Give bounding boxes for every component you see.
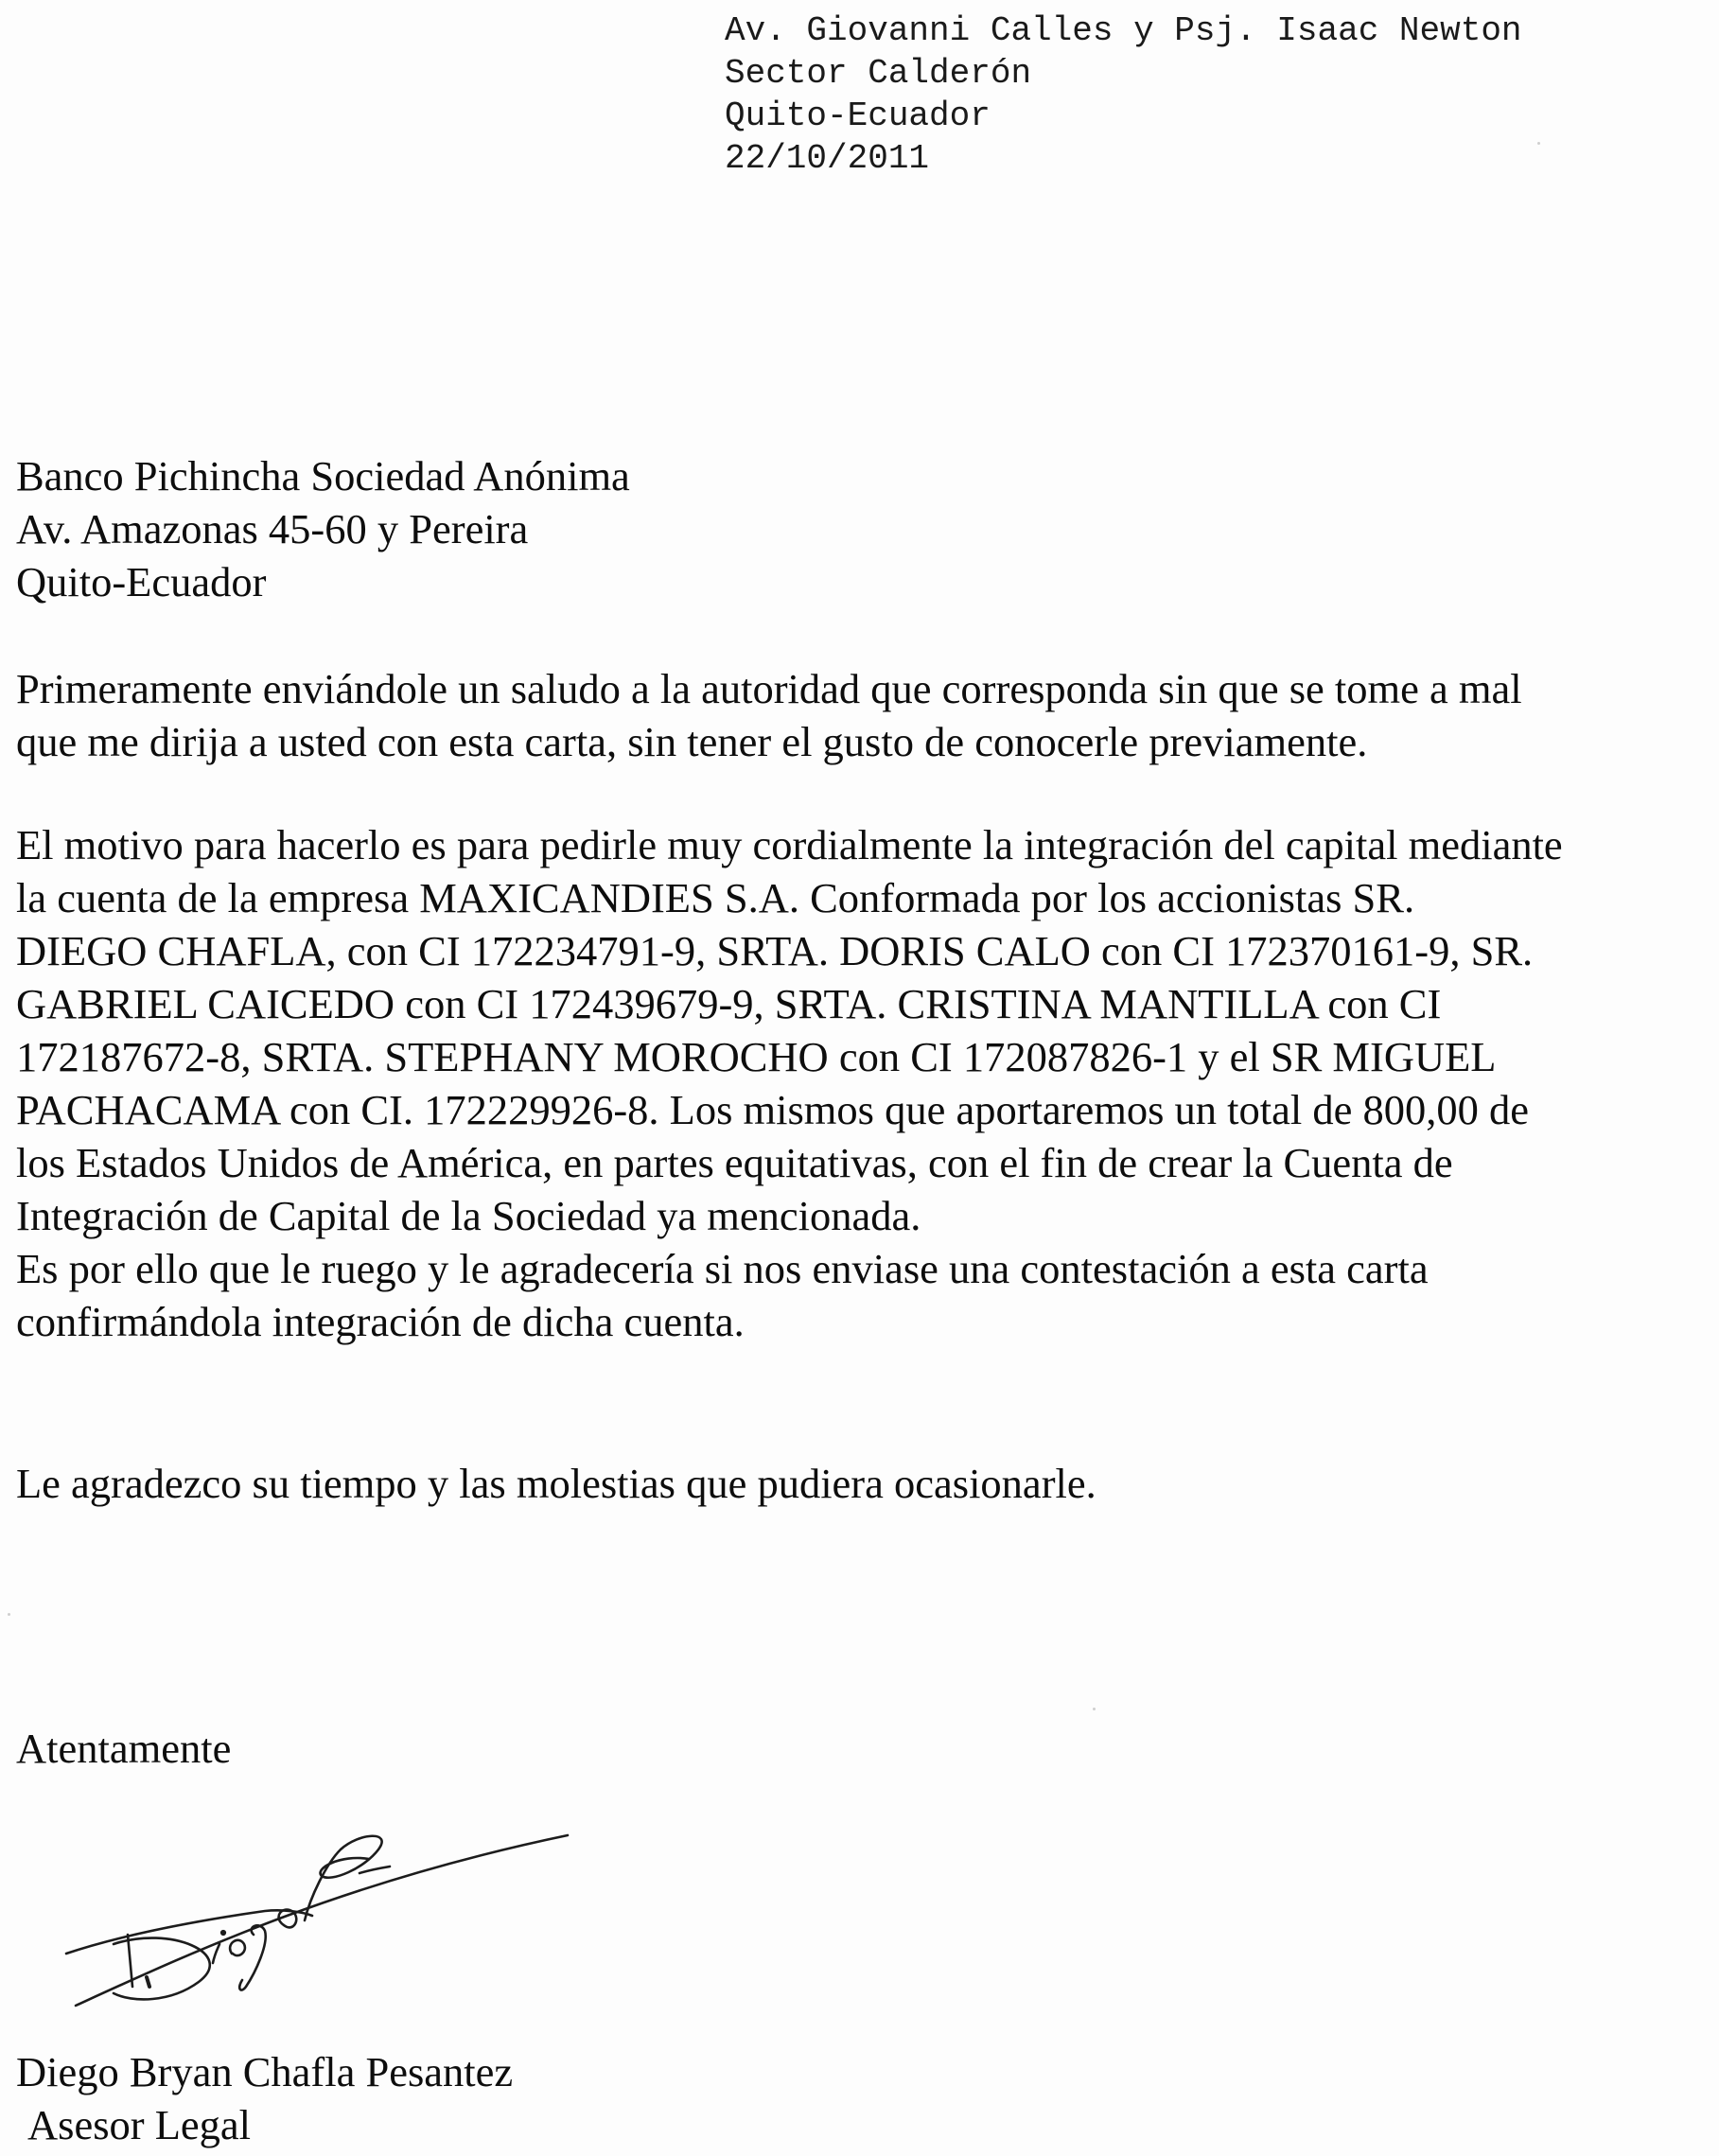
recipient-street: Av. Amazonas 45-60 y Pereira (16, 505, 529, 552)
handwritten-signature (57, 1793, 587, 2039)
sender-address-line1: Av. Giovanni Calles y Psj. Isaac Newton (725, 11, 1522, 50)
paragraph-line: la cuenta de la empresa MAXICANDIES S.A. Conformada por los accionistas SR. (16, 874, 1415, 921)
paragraph-line: El motivo para hacerlo es para pedirle muy cordialmente la integración del capital mediante (16, 821, 1563, 868)
scan-speck (8, 1613, 10, 1616)
sender-city: Quito-Ecuador (725, 96, 991, 135)
scan-speck (1093, 1708, 1096, 1710)
signer-block (16, 2045, 513, 2151)
paragraph-line: DIEGO CHAFLA, con CI 172234791-9, SRTA. DORIS CALO con CI 172370161-9, SR. (16, 927, 1534, 974)
recipient-address (16, 449, 1710, 608)
sign-off (16, 1722, 1710, 1775)
paragraph-line: los Estados Unidos de América, en partes equitativas, con el fin de crear la Cuenta de (16, 1139, 1453, 1186)
paragraph-line: 172187672-8, SRTA. STEPHANY MOROCHO con CI 172087826-1 y el SR MIGUEL (16, 1033, 1497, 1080)
paragraph-line: confirmándola integración de dicha cuenta. (16, 1298, 745, 1345)
recipient-city: Quito-Ecuador (16, 558, 267, 605)
recipient-name: Banco Pichincha Sociedad Anónima (16, 452, 630, 500)
signer-title: Asesor Legal (27, 2101, 252, 2148)
paragraph-line: Integración de Capital de la Sociedad ya mencionada. (16, 1192, 921, 1239)
sender-address (725, 9, 1522, 180)
paragraph-line: que me dirija a usted con esta carta, sin tener el gusto de conocerle previamente. (16, 718, 1368, 765)
signer-name: Diego Bryan Chafla Pesantez (16, 2048, 514, 2095)
paragraph-line: PACHACAMA con CI. 172229926-8. Los mismos que aportaremos un total de 800,00 de (16, 1086, 1530, 1133)
body-paragraph-greeting (16, 662, 1710, 768)
sign-off-text: Atentamente (16, 1725, 232, 1772)
paragraph-line: Primeramente enviándole un saludo a la autoridad que corresponda sin que se tome a mal (16, 665, 1522, 712)
sender-address-line2: Sector Calderón (725, 54, 1032, 93)
closing-line: Le agradezco su tiempo y las molestias que pudiera ocasionarle. (16, 1460, 1096, 1507)
closing-sentence (16, 1457, 1710, 1510)
body-paragraph-request (16, 818, 1710, 1348)
letter-date: 22/10/2011 (725, 139, 930, 178)
paragraph-line: GABRIEL CAICEDO con CI 172439679-9, SRTA. CRISTINA MANTILLA con CI (16, 980, 1442, 1027)
paragraph-line: Es por ello que le ruego y le agradecería si nos enviase una contestación a esta carta (16, 1245, 1429, 1292)
scan-speck (1537, 142, 1540, 145)
